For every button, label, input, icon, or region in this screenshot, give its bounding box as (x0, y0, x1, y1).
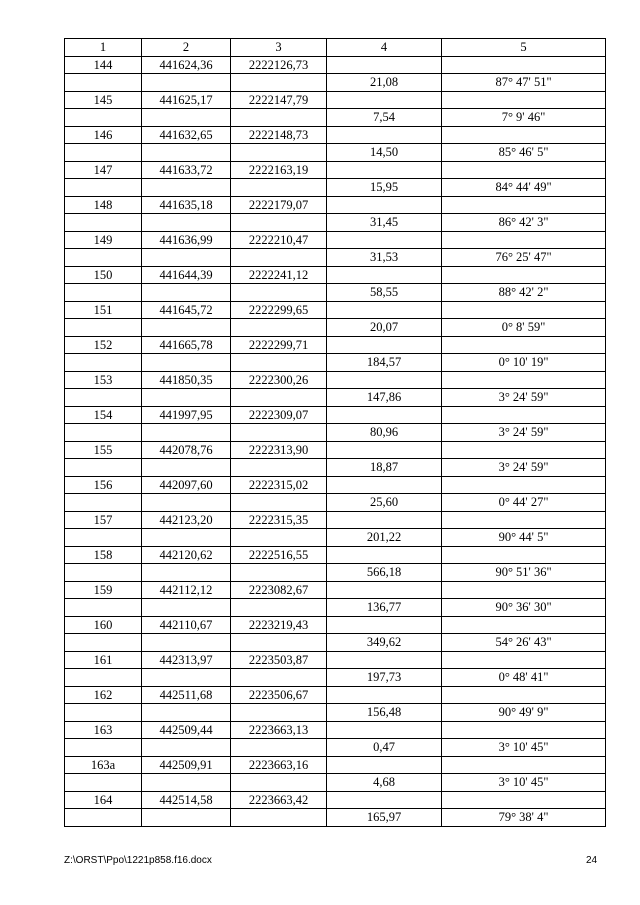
table-row (65, 564, 606, 582)
distance-cell (327, 266, 442, 284)
angle-cell: 7° 9' 46" (442, 109, 606, 127)
table-row (65, 389, 606, 407)
angle-cell: 3° 10' 45" (442, 774, 606, 792)
angle-cell: 87° 47' 51" (442, 74, 606, 92)
point-number-cell (65, 494, 142, 512)
x-coordinate-cell (142, 179, 231, 197)
angle-cell (442, 301, 606, 319)
point-number-cell (65, 249, 142, 267)
angle-cell: 85° 46' 5" (442, 144, 606, 162)
y-coordinate-cell: 2222163,19 (231, 161, 327, 179)
y-coordinate-cell (231, 704, 327, 722)
y-coordinate-cell (231, 354, 327, 372)
point-number-cell: 159 (65, 581, 142, 599)
x-coordinate-cell (142, 214, 231, 232)
point-number-cell: 150 (65, 266, 142, 284)
x-coordinate-cell (142, 459, 231, 477)
y-coordinate-cell (231, 424, 327, 442)
table-row (65, 354, 606, 372)
x-coordinate-cell: 442112,12 (142, 581, 231, 599)
point-number-cell (65, 319, 142, 337)
x-coordinate-cell: 442078,76 (142, 441, 231, 459)
y-coordinate-cell (231, 529, 327, 547)
x-coordinate-cell: 442097,60 (142, 476, 231, 494)
angle-cell (442, 441, 606, 459)
distance-cell: 58,55 (327, 284, 442, 302)
distance-cell (327, 616, 442, 634)
y-coordinate-cell (231, 634, 327, 652)
x-coordinate-cell (142, 774, 231, 792)
distance-cell (327, 686, 442, 704)
distance-cell (327, 756, 442, 774)
angle-cell: 3° 24' 59" (442, 424, 606, 442)
table-row (65, 546, 606, 564)
x-coordinate-cell: 441624,36 (142, 56, 231, 74)
y-coordinate-cell (231, 599, 327, 617)
point-number-cell (65, 669, 142, 687)
x-coordinate-cell (142, 809, 231, 827)
x-coordinate-cell (142, 284, 231, 302)
angle-cell (442, 56, 606, 74)
point-number-cell (65, 144, 142, 162)
angle-cell: 84° 44' 49" (442, 179, 606, 197)
x-coordinate-cell (142, 249, 231, 267)
table-row (65, 196, 606, 214)
distance-cell (327, 91, 442, 109)
distance-cell: 197,73 (327, 669, 442, 687)
x-coordinate-cell: 441625,17 (142, 91, 231, 109)
table-row (65, 476, 606, 494)
y-coordinate-cell (231, 74, 327, 92)
x-coordinate-cell (142, 739, 231, 757)
x-coordinate-cell: 442313,97 (142, 651, 231, 669)
distance-cell (327, 546, 442, 564)
table-row (65, 756, 606, 774)
y-coordinate-cell (231, 494, 327, 512)
footer-page-number: 24 (586, 855, 598, 866)
x-coordinate-cell (142, 109, 231, 127)
table-row (65, 284, 606, 302)
distance-cell: 15,95 (327, 179, 442, 197)
distance-cell (327, 476, 442, 494)
point-number-cell: 152 (65, 336, 142, 354)
point-number-cell: 153 (65, 371, 142, 389)
point-number-cell (65, 284, 142, 302)
point-number-cell: 162 (65, 686, 142, 704)
distance-cell: 4,68 (327, 774, 442, 792)
distance-cell (327, 371, 442, 389)
table-row (65, 616, 606, 634)
angle-cell: 90° 36' 30" (442, 599, 606, 617)
point-number-cell (65, 634, 142, 652)
header-col-5: 5 (442, 39, 606, 57)
coordinates-table (64, 38, 606, 827)
header-col-2: 2 (142, 39, 231, 57)
angle-cell: 3° 24' 59" (442, 459, 606, 477)
x-coordinate-cell (142, 74, 231, 92)
angle-cell (442, 721, 606, 739)
angle-cell: 3° 10' 45" (442, 739, 606, 757)
table-row (65, 91, 606, 109)
table-row (65, 651, 606, 669)
angle-cell (442, 546, 606, 564)
distance-cell (327, 406, 442, 424)
point-number-cell: 147 (65, 161, 142, 179)
distance-cell (327, 441, 442, 459)
y-coordinate-cell: 2222147,79 (231, 91, 327, 109)
angle-cell: 0° 10' 19" (442, 354, 606, 372)
x-coordinate-cell: 441850,35 (142, 371, 231, 389)
distance-cell: 165,97 (327, 809, 442, 827)
table-row (65, 301, 606, 319)
x-coordinate-cell: 441636,99 (142, 231, 231, 249)
distance-cell (327, 231, 442, 249)
table-row (65, 599, 606, 617)
x-coordinate-cell: 441632,65 (142, 126, 231, 144)
angle-cell (442, 581, 606, 599)
point-number-cell: 155 (65, 441, 142, 459)
table-row (65, 424, 606, 442)
table-row (65, 179, 606, 197)
y-coordinate-cell: 2223219,43 (231, 616, 327, 634)
x-coordinate-cell: 442509,91 (142, 756, 231, 774)
y-coordinate-cell: 2223663,13 (231, 721, 327, 739)
point-number-cell (65, 529, 142, 547)
angle-cell: 90° 44' 5" (442, 529, 606, 547)
table-row (65, 511, 606, 529)
distance-cell: 566,18 (327, 564, 442, 582)
point-number-cell: 163a (65, 756, 142, 774)
table-row (65, 74, 606, 92)
x-coordinate-cell (142, 319, 231, 337)
table-body (65, 56, 606, 826)
table-row (65, 214, 606, 232)
point-number-cell (65, 564, 142, 582)
point-number-cell: 146 (65, 126, 142, 144)
table-row (65, 144, 606, 162)
angle-cell (442, 161, 606, 179)
angle-cell: 54° 26' 43" (442, 634, 606, 652)
angle-cell: 88° 42' 2" (442, 284, 606, 302)
point-number-cell: 151 (65, 301, 142, 319)
x-coordinate-cell: 441665,78 (142, 336, 231, 354)
angle-cell (442, 651, 606, 669)
y-coordinate-cell (231, 179, 327, 197)
table-row (65, 809, 606, 827)
point-number-cell: 161 (65, 651, 142, 669)
table-row (65, 56, 606, 74)
table-row (65, 774, 606, 792)
x-coordinate-cell (142, 494, 231, 512)
point-number-cell (65, 214, 142, 232)
y-coordinate-cell (231, 774, 327, 792)
table-row (65, 406, 606, 424)
point-number-cell: 156 (65, 476, 142, 494)
y-coordinate-cell (231, 739, 327, 757)
table-row (65, 721, 606, 739)
x-coordinate-cell: 442511,68 (142, 686, 231, 704)
x-coordinate-cell (142, 529, 231, 547)
distance-cell (327, 56, 442, 74)
distance-cell: 31,53 (327, 249, 442, 267)
y-coordinate-cell: 2222126,73 (231, 56, 327, 74)
angle-cell: 0° 48' 41" (442, 669, 606, 687)
table-row (65, 266, 606, 284)
distance-cell (327, 126, 442, 144)
x-coordinate-cell: 442509,44 (142, 721, 231, 739)
point-number-cell: 160 (65, 616, 142, 634)
x-coordinate-cell (142, 599, 231, 617)
y-coordinate-cell: 2222300,26 (231, 371, 327, 389)
angle-cell (442, 476, 606, 494)
angle-cell (442, 616, 606, 634)
table-row (65, 686, 606, 704)
table-row (65, 529, 606, 547)
point-number-cell (65, 389, 142, 407)
footer-file-path: Z:\ORST\Ppo\1221p858.f16.docx (64, 855, 212, 866)
table-row (65, 791, 606, 809)
y-coordinate-cell (231, 249, 327, 267)
y-coordinate-cell (231, 459, 327, 477)
angle-cell (442, 91, 606, 109)
y-coordinate-cell: 2222179,07 (231, 196, 327, 214)
x-coordinate-cell (142, 669, 231, 687)
angle-cell (442, 231, 606, 249)
y-coordinate-cell: 2222148,73 (231, 126, 327, 144)
y-coordinate-cell (231, 109, 327, 127)
angle-cell (442, 336, 606, 354)
y-coordinate-cell (231, 284, 327, 302)
y-coordinate-cell: 2223503,87 (231, 651, 327, 669)
y-coordinate-cell (231, 389, 327, 407)
y-coordinate-cell (231, 144, 327, 162)
distance-cell: 20,07 (327, 319, 442, 337)
distance-cell (327, 721, 442, 739)
y-coordinate-cell: 2222516,55 (231, 546, 327, 564)
distance-cell: 0,47 (327, 739, 442, 757)
header-col-4: 4 (327, 39, 442, 57)
x-coordinate-cell: 441633,72 (142, 161, 231, 179)
y-coordinate-cell: 2223663,16 (231, 756, 327, 774)
distance-cell: 25,60 (327, 494, 442, 512)
y-coordinate-cell (231, 809, 327, 827)
y-coordinate-cell: 2222241,12 (231, 266, 327, 284)
x-coordinate-cell: 442123,20 (142, 511, 231, 529)
y-coordinate-cell: 2222299,65 (231, 301, 327, 319)
x-coordinate-cell: 442514,58 (142, 791, 231, 809)
y-coordinate-cell: 2222313,90 (231, 441, 327, 459)
x-coordinate-cell (142, 634, 231, 652)
table-row (65, 634, 606, 652)
angle-cell (442, 196, 606, 214)
distance-cell: 147,86 (327, 389, 442, 407)
distance-cell: 184,57 (327, 354, 442, 372)
distance-cell (327, 161, 442, 179)
y-coordinate-cell: 2222309,07 (231, 406, 327, 424)
point-number-cell (65, 704, 142, 722)
point-number-cell (65, 424, 142, 442)
y-coordinate-cell: 2223506,67 (231, 686, 327, 704)
angle-cell: 76° 25' 47" (442, 249, 606, 267)
angle-cell: 90° 49' 9" (442, 704, 606, 722)
table-header (65, 39, 606, 57)
table-row (65, 441, 606, 459)
distance-cell: 14,50 (327, 144, 442, 162)
angle-cell: 86° 42' 3" (442, 214, 606, 232)
point-number-cell: 158 (65, 546, 142, 564)
x-coordinate-cell: 441645,72 (142, 301, 231, 319)
point-number-cell: 144 (65, 56, 142, 74)
table-row (65, 319, 606, 337)
table-row (65, 669, 606, 687)
table-row (65, 161, 606, 179)
x-coordinate-cell: 441644,39 (142, 266, 231, 284)
y-coordinate-cell: 2223082,67 (231, 581, 327, 599)
x-coordinate-cell (142, 424, 231, 442)
angle-cell (442, 791, 606, 809)
y-coordinate-cell: 2222210,47 (231, 231, 327, 249)
angle-cell (442, 266, 606, 284)
x-coordinate-cell (142, 564, 231, 582)
point-number-cell (65, 774, 142, 792)
angle-cell: 0° 44' 27" (442, 494, 606, 512)
table-row (65, 494, 606, 512)
point-number-cell: 163 (65, 721, 142, 739)
angle-cell (442, 126, 606, 144)
angle-cell: 0° 8' 59" (442, 319, 606, 337)
x-coordinate-cell (142, 704, 231, 722)
point-number-cell: 157 (65, 511, 142, 529)
distance-cell: 21,08 (327, 74, 442, 92)
distance-cell: 136,77 (327, 599, 442, 617)
distance-cell (327, 301, 442, 319)
point-number-cell: 154 (65, 406, 142, 424)
table-row (65, 109, 606, 127)
angle-cell: 90° 51' 36" (442, 564, 606, 582)
distance-cell (327, 511, 442, 529)
table-row (65, 371, 606, 389)
y-coordinate-cell (231, 564, 327, 582)
header-col-3: 3 (231, 39, 327, 57)
angle-cell (442, 371, 606, 389)
table-row (65, 739, 606, 757)
table-row (65, 704, 606, 722)
point-number-cell (65, 109, 142, 127)
y-coordinate-cell (231, 669, 327, 687)
y-coordinate-cell (231, 319, 327, 337)
distance-cell: 156,48 (327, 704, 442, 722)
x-coordinate-cell (142, 389, 231, 407)
point-number-cell (65, 809, 142, 827)
header-row (65, 39, 606, 57)
distance-cell (327, 791, 442, 809)
x-coordinate-cell (142, 354, 231, 372)
angle-cell: 79° 38' 4" (442, 809, 606, 827)
x-coordinate-cell: 442110,67 (142, 616, 231, 634)
y-coordinate-cell: 2223663,42 (231, 791, 327, 809)
point-number-cell (65, 354, 142, 372)
y-coordinate-cell: 2222299,71 (231, 336, 327, 354)
point-number-cell (65, 599, 142, 617)
x-coordinate-cell: 441997,95 (142, 406, 231, 424)
x-coordinate-cell: 442120,62 (142, 546, 231, 564)
distance-cell (327, 336, 442, 354)
point-number-cell: 145 (65, 91, 142, 109)
x-coordinate-cell: 441635,18 (142, 196, 231, 214)
distance-cell: 80,96 (327, 424, 442, 442)
distance-cell (327, 581, 442, 599)
y-coordinate-cell: 2222315,35 (231, 511, 327, 529)
point-number-cell: 149 (65, 231, 142, 249)
point-number-cell: 164 (65, 791, 142, 809)
table-row (65, 459, 606, 477)
angle-cell (442, 756, 606, 774)
distance-cell: 201,22 (327, 529, 442, 547)
point-number-cell (65, 179, 142, 197)
distance-cell: 18,87 (327, 459, 442, 477)
x-coordinate-cell (142, 144, 231, 162)
table-row (65, 336, 606, 354)
y-coordinate-cell: 2222315,02 (231, 476, 327, 494)
distance-cell: 7,54 (327, 109, 442, 127)
table-row (65, 126, 606, 144)
table-row (65, 581, 606, 599)
angle-cell: 3° 24' 59" (442, 389, 606, 407)
distance-cell (327, 196, 442, 214)
y-coordinate-cell (231, 214, 327, 232)
distance-cell: 349,62 (327, 634, 442, 652)
angle-cell (442, 686, 606, 704)
angle-cell (442, 406, 606, 424)
distance-cell (327, 651, 442, 669)
distance-cell: 31,45 (327, 214, 442, 232)
point-number-cell (65, 739, 142, 757)
table-row (65, 231, 606, 249)
point-number-cell (65, 459, 142, 477)
point-number-cell: 148 (65, 196, 142, 214)
header-col-1: 1 (65, 39, 142, 57)
angle-cell (442, 511, 606, 529)
point-number-cell (65, 74, 142, 92)
table-row (65, 249, 606, 267)
